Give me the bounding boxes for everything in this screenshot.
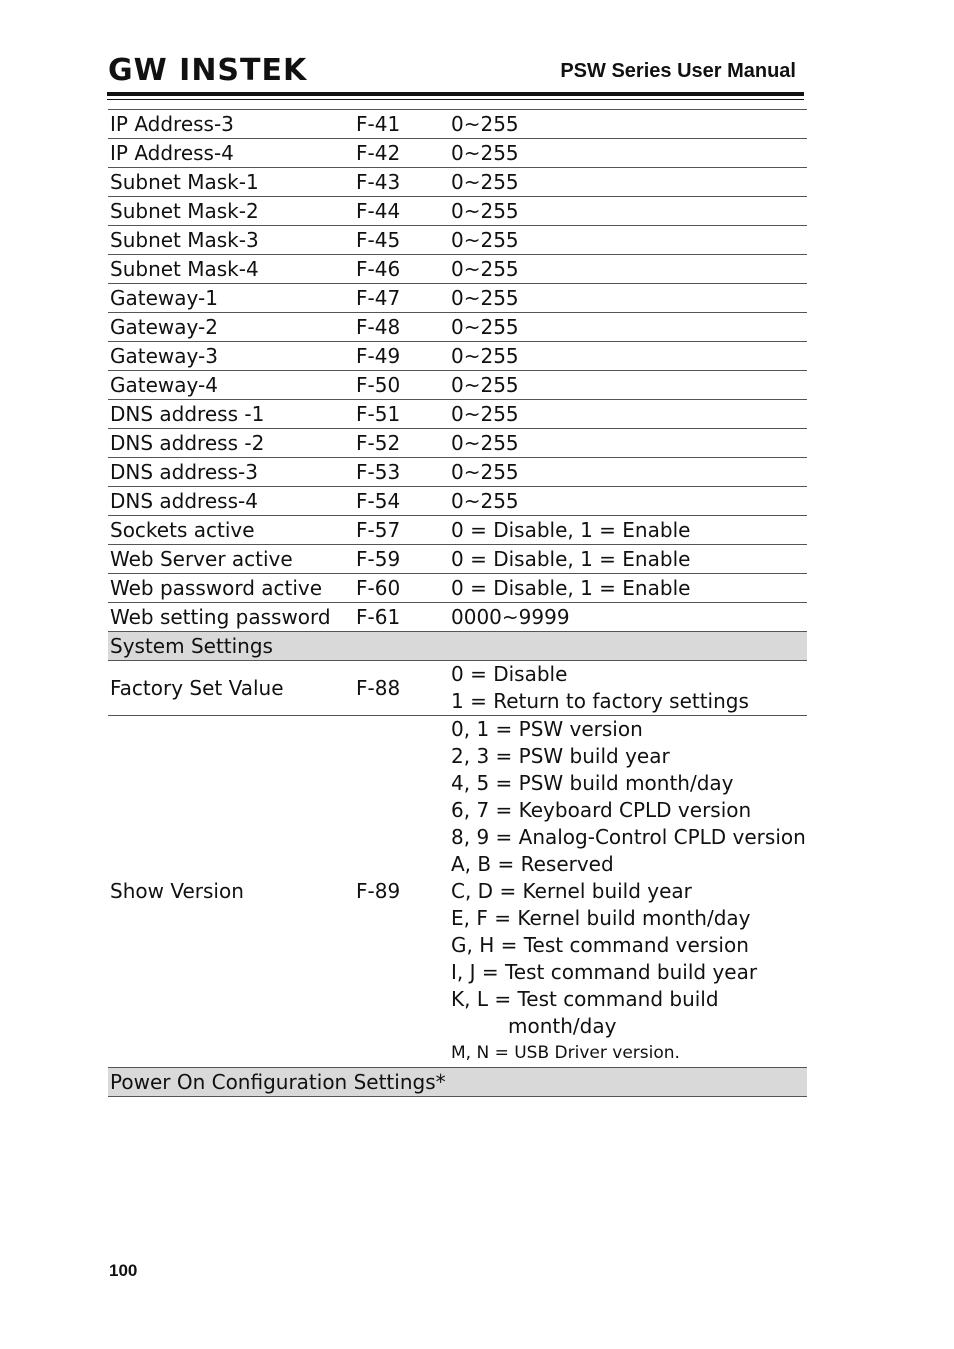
table-row xyxy=(108,139,807,168)
param-range: 0~255 xyxy=(449,255,807,284)
section-title: System Settings xyxy=(108,632,807,661)
param-range: 0 = Disable, 1 = Enable xyxy=(449,516,807,545)
param-code: F-53 xyxy=(354,458,449,487)
param-name: Gateway-3 xyxy=(108,342,354,371)
param-code: F-42 xyxy=(354,139,449,168)
param-code: F-44 xyxy=(354,197,449,226)
table-row xyxy=(108,168,807,197)
param-code: F-52 xyxy=(354,429,449,458)
range-line: 2, 3 = PSW build year xyxy=(451,744,670,768)
param-code: F-88 xyxy=(354,661,449,716)
range-line: 8, 9 = Analog-Control CPLD version xyxy=(451,825,806,849)
table-row-show-version xyxy=(108,716,807,1068)
param-range: 0~255 xyxy=(449,226,807,255)
table-row xyxy=(108,545,807,574)
param-range: 0~255 xyxy=(449,371,807,400)
range-line: 0 = Disable xyxy=(451,662,568,686)
table-row xyxy=(108,284,807,313)
section-title: Power On Configuration Settings* xyxy=(108,1068,807,1097)
param-name: DNS address-4 xyxy=(108,487,354,516)
param-code: F-48 xyxy=(354,313,449,342)
param-range: 0~255 xyxy=(449,342,807,371)
gw-instek-logo xyxy=(108,52,308,88)
param-name: Web Server active xyxy=(108,545,354,574)
param-name: DNS address-3 xyxy=(108,458,354,487)
param-name: Show Version xyxy=(108,716,354,1068)
param-code: F-49 xyxy=(354,342,449,371)
gw-instek-logo-mark xyxy=(108,52,308,88)
param-code: F-41 xyxy=(354,110,449,139)
range-line: E, F = Kernel build month/day xyxy=(451,906,751,930)
table-row xyxy=(108,487,807,516)
table-row xyxy=(108,458,807,487)
range-line: I, J = Test command build year xyxy=(451,960,758,984)
param-code: F-45 xyxy=(354,226,449,255)
table-row xyxy=(108,429,807,458)
param-code: F-54 xyxy=(354,487,449,516)
param-range: 0~255 xyxy=(449,110,807,139)
param-name: Web setting password xyxy=(108,603,354,632)
param-code: F-47 xyxy=(354,284,449,313)
param-code: F-60 xyxy=(354,574,449,603)
param-range: 0~255 xyxy=(449,429,807,458)
param-code: F-51 xyxy=(354,400,449,429)
range-line: K, L = Test command build xyxy=(451,987,719,1011)
table-row xyxy=(108,226,807,255)
param-range: 0~255 xyxy=(449,313,807,342)
param-range: 0~255 xyxy=(449,197,807,226)
header-rule-thick xyxy=(107,92,804,96)
param-range: 0~255 xyxy=(449,284,807,313)
parameter-rows xyxy=(108,110,807,632)
table-row xyxy=(108,255,807,284)
param-code: F-43 xyxy=(354,168,449,197)
param-range: 0~255 xyxy=(449,139,807,168)
param-range: 0~255 xyxy=(449,168,807,197)
param-name: Subnet Mask-3 xyxy=(108,226,354,255)
table-row xyxy=(108,516,807,545)
table-row xyxy=(108,574,807,603)
param-code: F-59 xyxy=(354,545,449,574)
page-number: 100 xyxy=(109,1261,138,1280)
manual-title: PSW Series User Manual xyxy=(560,60,796,82)
param-name: DNS address -2 xyxy=(108,429,354,458)
param-range xyxy=(449,716,807,1068)
section-row-system-settings xyxy=(108,632,807,661)
table-row-factory-set-value xyxy=(108,661,807,716)
param-code: F-61 xyxy=(354,603,449,632)
system-settings-block xyxy=(108,632,807,1097)
param-name: Factory Set Value xyxy=(108,661,354,716)
param-name: DNS address -1 xyxy=(108,400,354,429)
parameter-table xyxy=(108,109,807,1097)
param-range: 0~255 xyxy=(449,400,807,429)
range-line: C, D = Kernel build year xyxy=(451,879,692,903)
range-line: 6, 7 = Keyboard CPLD version xyxy=(451,798,752,822)
param-name: Subnet Mask-4 xyxy=(108,255,354,284)
param-name: Sockets active xyxy=(108,516,354,545)
param-name: IP Address-3 xyxy=(108,110,354,139)
param-name: Subnet Mask-1 xyxy=(108,168,354,197)
param-range: 0 = Disable, 1 = Enable xyxy=(449,545,807,574)
range-line: G, H = Test command version xyxy=(451,933,749,957)
param-code: F-89 xyxy=(354,716,449,1068)
table-row xyxy=(108,197,807,226)
param-name: Gateway-2 xyxy=(108,313,354,342)
range-line: M, N = USB Driver version. xyxy=(451,1043,680,1063)
param-name: Subnet Mask-2 xyxy=(108,197,354,226)
param-range: 0 = Disable, 1 = Enable xyxy=(449,574,807,603)
logo-lettering: GW INSTEK xyxy=(108,53,308,88)
param-name: Web password active xyxy=(108,574,354,603)
range-line: 4, 5 = PSW build month/day xyxy=(451,771,734,795)
param-range xyxy=(449,661,807,716)
table-row xyxy=(108,371,807,400)
table-row xyxy=(108,342,807,371)
param-name: IP Address-4 xyxy=(108,139,354,168)
section-row-power-on-configuration xyxy=(108,1068,807,1097)
param-range: 0~255 xyxy=(449,458,807,487)
param-range: 0000~9999 xyxy=(449,603,807,632)
param-code: F-50 xyxy=(354,371,449,400)
range-line: 0, 1 = PSW version xyxy=(451,717,643,741)
param-code: F-57 xyxy=(354,516,449,545)
table-row xyxy=(108,110,807,139)
param-range: 0~255 xyxy=(449,487,807,516)
table-row xyxy=(108,313,807,342)
table-row xyxy=(108,400,807,429)
param-code: F-46 xyxy=(354,255,449,284)
table-row xyxy=(108,603,807,632)
param-name: Gateway-4 xyxy=(108,371,354,400)
param-name: Gateway-1 xyxy=(108,284,354,313)
range-line: 1 = Return to factory settings xyxy=(451,689,749,713)
range-line: month/day xyxy=(508,1014,617,1038)
range-line: A, B = Reserved xyxy=(451,852,614,876)
header-rule-thin xyxy=(107,99,804,100)
